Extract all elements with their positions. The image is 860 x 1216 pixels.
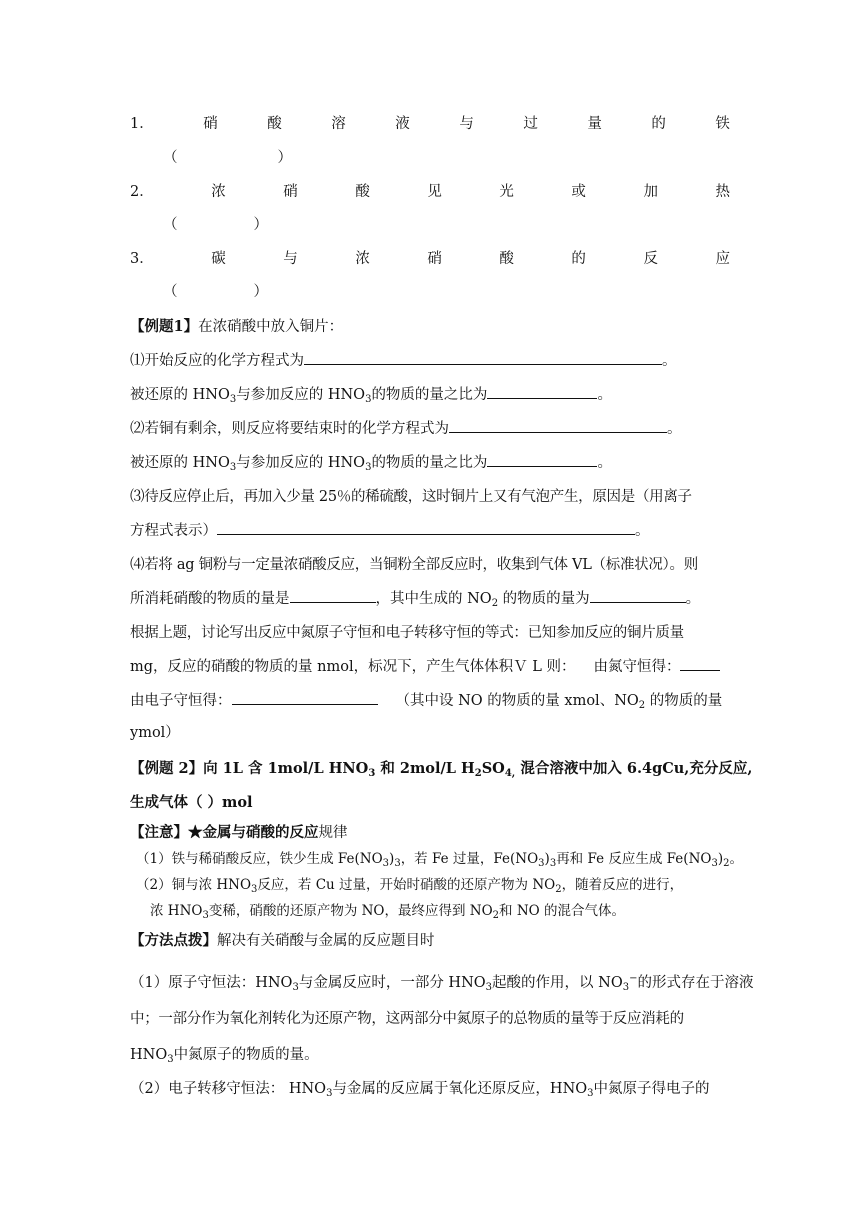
example-1-part-4-cont: 所消耗硝酸的物质的量是 ，其中生成的 $NO_2$ 的物质的量为 。	[130, 587, 730, 608]
answer-blank[interactable]	[232, 690, 378, 705]
example-2: 【例题 2】向 1L 含 1mol/L $HNO_3$ 和 2mol/L $H_2SO_{4,}$ 混合溶液中加入 6.4gCu,充分反应,	[130, 760, 753, 779]
answer-blank[interactable]: （ ）	[163, 217, 268, 233]
answer-blank[interactable]	[487, 452, 597, 467]
method-item-1-cont-2: $HNO_3$中氮原子的物质的量。	[130, 1047, 319, 1065]
answer-blank[interactable]	[449, 418, 667, 433]
question-number: 1．	[130, 116, 154, 132]
question-3: 3． 碳 与 浓 硝 酸 的 反 应	[130, 247, 730, 268]
answer-blank[interactable]: （ ）	[163, 150, 292, 166]
answer-blank[interactable]	[590, 588, 686, 603]
method-title: 【方法点拨】解决有关硝酸与金属的反应题目时	[130, 932, 435, 949]
example-1-ratio-1: 被还原的 $HNO_3$与参加反应的 $HNO_3$的物质的量之比为 。	[130, 383, 730, 404]
answer-blank[interactable]	[290, 588, 376, 603]
method-item-1-cont: 中；一部分作为氧化剂转化为还原产物，这两部分中氮原子的总物质的量等于反应消耗的	[130, 1011, 684, 1027]
discussion-line-3: 由电子守恒得： （其中设 NO 的物质的量 xmol、$NO_2$ 的物质的量	[130, 689, 730, 710]
example-2-line-2: 生成气体（ ）mol	[130, 794, 253, 811]
note-title: 【注意】★金属与硝酸的反应规律	[130, 824, 348, 841]
answer-blank[interactable]	[680, 656, 720, 671]
example-1-part-2: ⑵若铜有剩余，则反应将要结束时的化学方程式为 。	[130, 417, 730, 438]
method-item-2: （2）电子转移守恒法： $HNO_3$与金属的反应属于氧化还原反应，$HNO_3$中氮原子得电子的	[130, 1081, 710, 1099]
question-number: 2．	[130, 184, 154, 200]
note-item-2: （2）铜与浓 $HNO_3$反应，若 Cu 过量，开始时硝酸的还原产物为 $NO_2$，随着反应的进行，	[136, 877, 684, 895]
method-item-1: （1）原子守恒法：$HNO_3$与金属反应时，一部分 $HNO_3$起酸的作用，以 $NO_3^-$的形式存在于溶液	[130, 973, 754, 993]
question-2: 2． 浓 硝 酸 见 光 或 加 热	[130, 180, 730, 201]
question-number: 3．	[130, 251, 154, 267]
example-1-ratio-2: 被还原的 $HNO_3$与参加反应的 $HNO_3$的物质的量之比为 。	[130, 451, 730, 472]
discussion: 根据上题，讨论写出反应中氮原子守恒和电子转移守恒的等式：已知参加反应的铜片质量	[130, 625, 684, 641]
example-1-part-3-cont: 方程式表示） 。	[130, 519, 730, 540]
discussion-line-4: ymol）	[130, 725, 180, 741]
answer-blank[interactable]: （ ）	[163, 284, 268, 300]
example-1-part-4: ⑷若将 ag 铜粉与一定量浓硝酸反应，当铜粉全部反应时，收集到气体 VL（标准状况）。则	[130, 557, 698, 573]
example-1-part-3: ⑶待反应停止后，再加入少量 25％的稀硫酸，这时铜片上又有气泡产生，原因是（用离子	[130, 489, 692, 505]
answer-blank[interactable]	[217, 520, 635, 535]
answer-blank[interactable]	[304, 350, 662, 365]
question-1: 1． 硝 酸 溶 液 与 过 量 的 铁	[130, 112, 730, 133]
answer-blank[interactable]	[487, 384, 597, 399]
example-1-part-1: ⑴开始反应的化学方程式为 。	[130, 349, 730, 370]
note-item-1: （1）铁与稀硝酸反应，铁少生成 $Fe(NO_3)_3$，若 Fe 过量，$Fe(NO_3)_3$再和 Fe 反应生成 $Fe(NO_3)_2$。	[136, 851, 743, 869]
example-1-title: 【例题1】在浓硝酸中放入铜片：	[130, 318, 344, 335]
note-item-2-cont: 浓 $HNO_3$变稀，硝酸的还原产物为 NO，最终应得到 $NO_2$和 NO 的混合气体。	[150, 903, 626, 921]
discussion-line-2: mg，反应的硝酸的物质的量 nmol，标况下，产生气体体积Ｖ L 则： 由氮守恒得：	[130, 655, 730, 676]
